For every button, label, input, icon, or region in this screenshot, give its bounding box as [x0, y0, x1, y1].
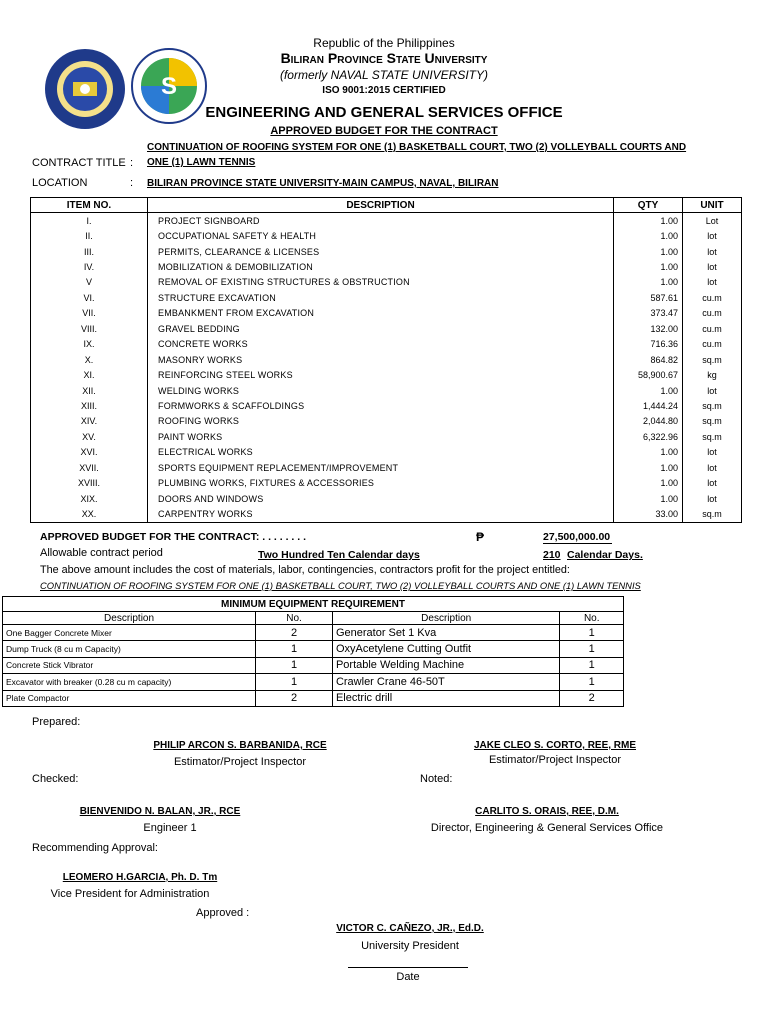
item-unit: lot: [683, 445, 742, 460]
signatory-name-corto: JAKE CLEO S. CORTO, REE, RME: [473, 740, 637, 751]
signatory-title-garcia: Vice President for Administration: [50, 888, 210, 900]
item-no: XIV.: [31, 414, 148, 429]
item-no: XVI.: [31, 445, 148, 460]
item-description: GRAVEL BEDDING: [148, 321, 614, 336]
item-no: XVII.: [31, 460, 148, 475]
formerly-line: (formerly NAVAL STATE UNIVERSITY): [279, 68, 489, 82]
items-table: [30, 197, 742, 523]
approved-label: Approved :: [196, 907, 250, 919]
item-no: XIX.: [31, 491, 148, 506]
item-description: DOORS AND WINDOWS: [148, 491, 614, 506]
equip-desc: Generator Set 1 Kva: [332, 625, 559, 641]
item-qty: 6,322.96: [614, 429, 683, 444]
equip-col-no-left: No.: [256, 612, 333, 625]
project-title-italic: CONTINUATION OF ROOFING SYSTEM FOR ONE (1) BASKETBALL COURT, TWO (2) VOLLEYBALL COURTS AND ONE (1) LAWN TENNIS: [40, 580, 641, 591]
item-description: PERMITS, CLEARANCE & LICENSES: [148, 244, 614, 259]
table-row: [31, 228, 742, 243]
item-description: STRUCTURE EXCAVATION: [148, 290, 614, 305]
item-qty: 1.00: [614, 445, 683, 460]
table-row: [31, 445, 742, 460]
equip-no: 1: [256, 674, 333, 690]
recommending-label: Recommending Approval:: [32, 842, 158, 854]
signatory-title-orais: Director, Engineering & General Services Office: [430, 822, 664, 834]
table-row: [3, 657, 624, 673]
signatory-name-garcia: LEOMERO H.GARCIA, Ph. D. Tm: [62, 872, 218, 883]
item-qty: 1.00: [614, 383, 683, 398]
equip-col-desc-left: Description: [3, 612, 256, 625]
equip-col-no-right: No.: [560, 612, 624, 625]
item-no: I.: [31, 213, 148, 229]
item-qty: 1.00: [614, 213, 683, 229]
table-row: [31, 306, 742, 321]
item-description: MOBILIZATION & DEMOBILIZATION: [148, 259, 614, 274]
item-description: PROJECT SIGNBOARD: [148, 213, 614, 229]
equip-desc: Dump Truck (8 cu m Capacity): [3, 641, 256, 657]
item-no: VI.: [31, 290, 148, 305]
item-unit: kg: [683, 367, 742, 382]
item-unit: lot: [683, 259, 742, 274]
item-description: MASONRY WORKS: [148, 352, 614, 367]
item-qty: 2,044.80: [614, 414, 683, 429]
item-unit: sq.m: [683, 429, 742, 444]
budget-note: The above amount includes the cost of materials, labor, contingencies, contractors profit for the project entitled:: [40, 564, 570, 576]
republic-line: Republic of the Philippines: [313, 36, 455, 50]
item-no: III.: [31, 244, 148, 259]
equip-desc: Crawler Crane 46-50T: [332, 674, 559, 690]
equip-desc: One Bagger Concrete Mixer: [3, 625, 256, 641]
item-no: XVIII.: [31, 475, 148, 490]
period-words: Two Hundred Ten Calendar days: [258, 549, 420, 561]
noted-label: Noted:: [420, 773, 453, 785]
equip-desc: Portable Welding Machine: [332, 657, 559, 673]
item-qty: 33.00: [614, 506, 683, 522]
item-description: OCCUPATIONAL SAFETY & HEALTH: [148, 228, 614, 243]
items-header-row: [31, 198, 742, 213]
table-row: [31, 321, 742, 336]
item-description: ELECTRICAL WORKS: [148, 445, 614, 460]
item-no: V: [31, 275, 148, 290]
period-unit: Calendar Days.: [567, 549, 643, 561]
table-row: [31, 213, 742, 229]
table-row: [31, 337, 742, 352]
item-unit: lot: [683, 460, 742, 475]
item-qty: 1.00: [614, 275, 683, 290]
item-qty: 1.00: [614, 475, 683, 490]
iso-line: ISO 9001:2015 CERTIFIED: [322, 85, 446, 96]
item-unit: lot: [683, 228, 742, 243]
item-unit: sq.m: [683, 352, 742, 367]
item-unit: Lot: [683, 213, 742, 229]
item-qty: 132.00: [614, 321, 683, 336]
item-description: EMBANKMENT FROM EXCAVATION: [148, 306, 614, 321]
equipment-table: [2, 596, 624, 707]
document-title: APPROVED BUDGET FOR THE CONTRACT: [270, 125, 498, 137]
equip-desc: Concrete Stick Vibrator: [3, 657, 256, 673]
table-row: [31, 367, 742, 382]
equip-desc: Plate Compactor: [3, 690, 256, 706]
location-colon: :: [130, 177, 134, 189]
table-row: [31, 460, 742, 475]
date-label: Date: [396, 971, 420, 983]
equip-no: 1: [560, 625, 624, 641]
item-unit: cu.m: [683, 321, 742, 336]
item-no: X.: [31, 352, 148, 367]
table-row: [31, 383, 742, 398]
header-qty: QTY: [614, 198, 683, 213]
item-qty: 1.00: [614, 244, 683, 259]
item-description: CARPENTRY WORKS: [148, 506, 614, 522]
item-unit: lot: [683, 475, 742, 490]
equip-no: 1: [560, 674, 624, 690]
equip-desc: OxyAcetylene Cutting Outfit: [332, 641, 559, 657]
item-no: VII.: [31, 306, 148, 321]
item-no: IV.: [31, 259, 148, 274]
signatory-name-barbanida: PHILIP ARCON S. BARBANIDA, RCE: [153, 740, 327, 751]
table-row: [3, 690, 624, 706]
date-signature-line: [348, 967, 468, 968]
item-qty: 1.00: [614, 491, 683, 506]
item-qty: 1.00: [614, 259, 683, 274]
university-name: Biliran Province State University: [280, 50, 488, 66]
item-qty: 1.00: [614, 228, 683, 243]
item-no: VIII.: [31, 321, 148, 336]
table-row: [31, 414, 742, 429]
item-description: ROOFING WORKS: [148, 414, 614, 429]
item-no: II.: [31, 228, 148, 243]
table-row: [31, 398, 742, 413]
svg-text:S: S: [160, 73, 178, 100]
equip-col-desc-right: Description: [332, 612, 559, 625]
table-row: [31, 275, 742, 290]
signatory-name-orais: CARLITO S. ORAIS, REE, D.M.: [475, 806, 619, 817]
contract-title-colon: :: [130, 157, 134, 169]
item-description: FORMWORKS & SCAFFOLDINGS: [148, 398, 614, 413]
signatory-title-barbanida: Estimator/Project Inspector: [173, 756, 307, 768]
item-unit: lot: [683, 383, 742, 398]
currency-symbol: ₱: [476, 530, 485, 544]
location-value: BILIRAN PROVINCE STATE UNIVERSITY-MAIN CAMPUS, NAVAL, BILIRAN: [147, 178, 499, 189]
item-qty: 1.00: [614, 460, 683, 475]
item-unit: cu.m: [683, 290, 742, 305]
item-no: XII.: [31, 383, 148, 398]
item-description: PLUMBING WORKS, FIXTURES & ACCESSORIES: [148, 475, 614, 490]
signatory-title-canezo: University President: [361, 940, 459, 952]
item-no: XV.: [31, 429, 148, 444]
table-row: [3, 641, 624, 657]
signatory-name-balan: BIENVENIDO N. BALAN, JR., RCE: [79, 806, 241, 817]
signatory-title-corto: Estimator/Project Inspector: [488, 754, 622, 766]
budget-amount: 27,500,000.00: [543, 531, 611, 543]
budget-label: APPROVED BUDGET FOR THE CONTRACT: . . . . . . . .: [40, 531, 307, 543]
item-unit: cu.m: [683, 337, 742, 352]
item-qty: 373.47: [614, 306, 683, 321]
equip-no: 2: [256, 625, 333, 641]
contract-title-label: CONTRACT TITLE: [32, 157, 126, 169]
item-qty: 1,444.24: [614, 398, 683, 413]
item-description: REINFORCING STEEL WORKS: [148, 367, 614, 382]
checked-label: Checked:: [32, 773, 79, 785]
table-row: [31, 475, 742, 490]
item-no: IX.: [31, 337, 148, 352]
contract-title-line1: CONTINUATION OF ROOFING SYSTEM FOR ONE (1) BASKETBALL COURT, TWO (2) VOLLEYBALL COURTS AND: [147, 142, 687, 153]
equip-desc: Electric drill: [332, 690, 559, 706]
item-description: CONCRETE WORKS: [148, 337, 614, 352]
table-row: [3, 625, 624, 641]
equip-no: 2: [256, 690, 333, 706]
item-unit: cu.m: [683, 306, 742, 321]
item-qty: 716.36: [614, 337, 683, 352]
item-unit: sq.m: [683, 398, 742, 413]
equip-desc: Excavator with breaker (0.28 cu m capacity): [3, 674, 256, 690]
item-unit: lot: [683, 244, 742, 259]
item-qty: 587.61: [614, 290, 683, 305]
prepared-label: Prepared:: [32, 716, 81, 728]
equip-no: 1: [256, 657, 333, 673]
item-qty: 58,900.67: [614, 367, 683, 382]
table-row: [31, 506, 742, 522]
table-row: [31, 352, 742, 367]
item-unit: sq.m: [683, 414, 742, 429]
item-description: REMOVAL OF EXISTING STRUCTURES & OBSTRUCTION: [148, 275, 614, 290]
item-unit: lot: [683, 491, 742, 506]
location-label: LOCATION: [32, 177, 88, 189]
period-number: 210: [543, 549, 561, 561]
table-row: [31, 290, 742, 305]
item-no: XI.: [31, 367, 148, 382]
equip-no: 1: [560, 641, 624, 657]
header-unit: UNIT: [683, 198, 742, 213]
table-row: [31, 491, 742, 506]
equip-no: 1: [256, 641, 333, 657]
signatory-name-canezo: VICTOR C. CAÑEZO, JR., Ed.D.: [336, 923, 484, 934]
item-unit: lot: [683, 275, 742, 290]
header-item-no: ITEM NO.: [31, 198, 148, 213]
equip-no: 1: [560, 657, 624, 673]
equip-no: 2: [560, 690, 624, 706]
item-description: SPORTS EQUIPMENT REPLACEMENT/IMPROVEMENT: [148, 460, 614, 475]
equipment-title: MINIMUM EQUIPMENT REQUIREMENT: [3, 597, 624, 612]
item-no: XIII.: [31, 398, 148, 413]
signatory-title-balan: Engineer 1: [143, 822, 197, 834]
office-name: ENGINEERING AND GENERAL SERVICES OFFICE: [205, 104, 563, 121]
table-row: [31, 429, 742, 444]
item-unit: sq.m: [683, 506, 742, 522]
item-no: XX.: [31, 506, 148, 522]
table-row: [31, 244, 742, 259]
contract-title-line2: ONE (1) LAWN TENNIS: [147, 157, 256, 168]
item-qty: 864.82: [614, 352, 683, 367]
table-row: [31, 259, 742, 274]
item-description: WELDING WORKS: [148, 383, 614, 398]
period-label: Allowable contract period: [40, 547, 163, 559]
table-row: [3, 674, 624, 690]
item-description: PAINT WORKS: [148, 429, 614, 444]
header-description: DESCRIPTION: [148, 198, 614, 213]
